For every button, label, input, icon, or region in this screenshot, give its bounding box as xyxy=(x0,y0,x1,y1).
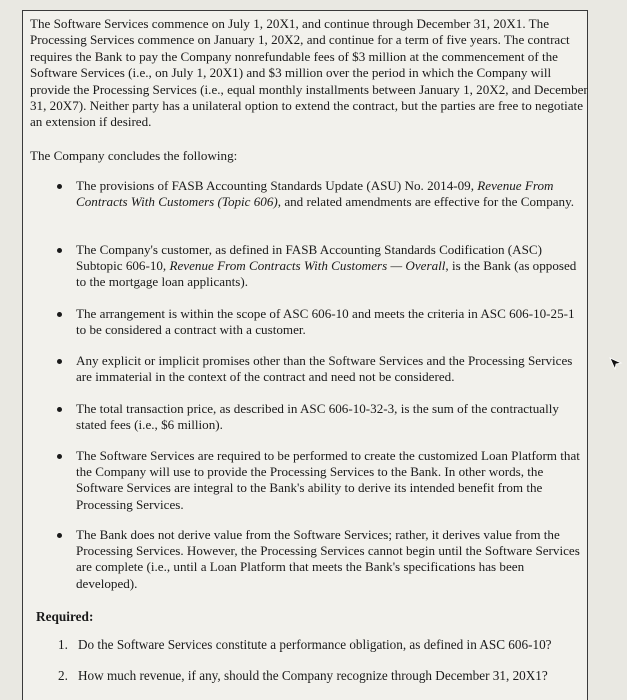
question-2 xyxy=(58,668,548,684)
list-item: The Bank does not derive value from the Software Services; rather, it derives value from the Processing Services. However, the Processing Services cannot begin until the Software Services are complete (i.e., until a Loan Platform that meets the Bank's specifications has been developed). xyxy=(76,527,586,592)
list-item: Any explicit or implicit promises other than the Software Services and the Processing Services are immaterial in the context of the contract and need not be considered. xyxy=(76,353,586,385)
bullet-icon xyxy=(57,359,62,364)
bullet-icon xyxy=(57,184,62,189)
bullet-icon xyxy=(57,248,62,253)
list-item: The total transaction price, as described in ASC 606-10-32-3, is the sum of the contractually stated fees (i.e., $6 million). xyxy=(76,401,586,433)
list-item: The arrangement is within the scope of ASC 606-10 and meets the criteria in ASC 606-10-25-1 to be considered a contract with a customer. xyxy=(76,306,586,338)
intro-paragraph: The Software Services commence on July 1, 20X1, and continue through December 31, 20X1. The Processing Services commence on January 1, 20X2, and continue for a term of five years. The contract requires the Bank to pay the Company nonrefundable fees of $3 million at the commencement of the Software Services (i.e., on July 1, 20X1) and $3 million over the period in which the Company will provide the Processing Services (i.e., equal monthly installments between January 1, 20X2, and December 31, 20X7). Neither party has a unilateral option to extend the contract, but the parties are free to negotiate an extension if desired. xyxy=(30,16,588,130)
mouse-cursor-icon xyxy=(610,358,624,372)
bullet-icon xyxy=(57,533,62,538)
list-item: The Software Services are required to be performed to create the customized Loan Platform that the Company will use to provide the Processing Services to the Bank. In other words, the Software Services are integral to the Bank's ability to derive its intended benefit from the Processing Services. xyxy=(76,448,586,513)
required-heading: Required: xyxy=(36,609,94,624)
bullet-icon xyxy=(57,407,62,412)
list-item: The Company's customer, as defined in FASB Accounting Standards Codification (ASC) Subtopic 606-10, Revenue From Contracts With Customers — Overall, is the Bank (as opposed to the mortgage loan applicants). xyxy=(76,242,586,291)
bullet-icon xyxy=(57,312,62,317)
question-number: 1. xyxy=(58,637,68,652)
list-item: The provisions of FASB Accounting Standards Update (ASU) No. 2014-09, Revenue From Contracts With Customers (Topic 606), and related amendments are effective for the Company. xyxy=(76,178,586,210)
question-text: Do the Software Services constitute a performance obligation, as defined in ASC 606-10? xyxy=(78,637,552,652)
question-1 xyxy=(58,637,552,653)
question-text: How much revenue, if any, should the Company recognize through December 31, 20X1? xyxy=(78,668,548,683)
concludes-heading: The Company concludes the following: xyxy=(30,148,238,163)
question-number: 2. xyxy=(58,668,68,683)
bullet-icon xyxy=(57,454,62,459)
